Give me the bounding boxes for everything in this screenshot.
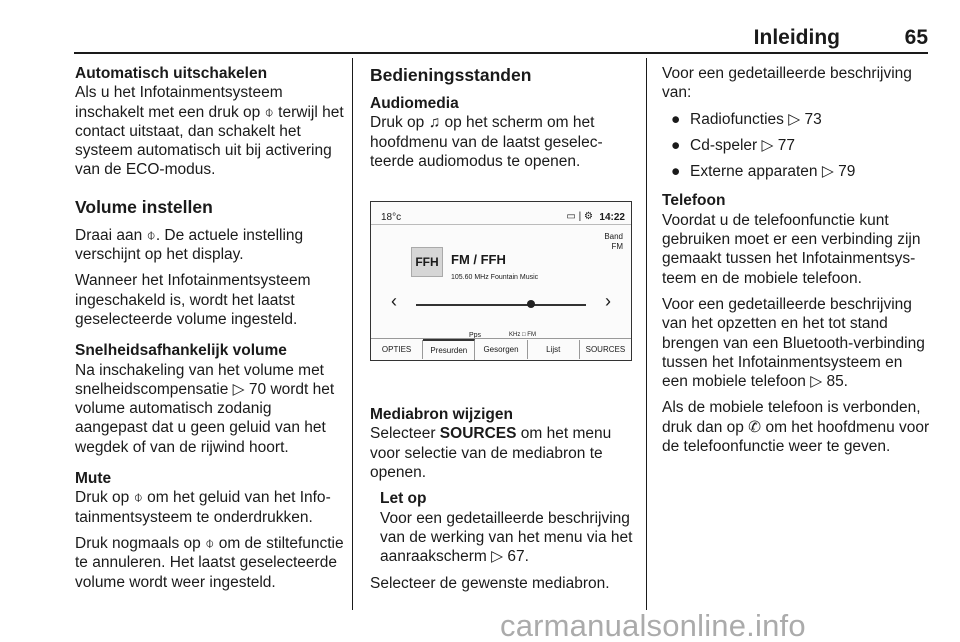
paragraph-mute-2: Druk nogmaals op ⌽ om de stiltefunctie te annuleren. Het laatst geselecteerde volume wordt weer ingesteld.: [75, 534, 344, 591]
column-middle: [370, 64, 640, 600]
list-item-text: Radiofuncties ▷ 73: [690, 110, 822, 128]
column-left: [75, 64, 347, 599]
text-fragment: om het menu voor selectie van de mediabron te openen.: [370, 425, 612, 482]
band-value: FM: [611, 242, 623, 252]
header-rule: [74, 52, 928, 54]
status-icons: ▭ | ⚙: [566, 211, 593, 223]
frequency-unit: KHz □ FM: [509, 332, 536, 339]
softkey-bar: [371, 338, 631, 360]
chevron-right-icon: ›: [605, 291, 611, 312]
band-indicator: [604, 232, 623, 252]
list-item-text: Externe apparaten ▷ 79: [690, 163, 856, 181]
frequency-label: Pps: [469, 332, 482, 340]
softkey-list: Lijst: [528, 340, 580, 359]
paragraph-mute-1: Druk op ⌽ om het geluid van het Infotainmentsysteem te onderdrukken.: [75, 489, 331, 526]
section-heading-volume: Volume instellen: [75, 196, 213, 217]
frequency-slider-track: [416, 304, 586, 306]
column-divider: [352, 58, 353, 610]
station-name: FM / FFH: [451, 252, 506, 268]
paragraph-audiomedia: Druk op ♫ op het scherm om het hoofdmenu van de laatst geselecteerde audiomodus te openen.: [370, 114, 603, 170]
list-item: [662, 136, 932, 155]
softkey-favorites: Gesorgen: [475, 340, 527, 359]
list-item: [662, 162, 932, 181]
paragraph-speed-volume: Na inschakeling van het volume met snelheidscompensatie ▷ 70 wordt het volume automatisch zodanig aangepast dat u geen geluid van het wegdek of van de rijwind hoort.: [75, 361, 335, 456]
subheading-audiomedia: Audiomedia: [370, 95, 459, 112]
paragraph-details-intro: Voor een gedetailleerde beschrijving van:: [662, 65, 912, 102]
page-number: 65: [904, 26, 928, 49]
section-heading-speed-volume: Snelheidsafhankelijk volume: [75, 342, 287, 360]
list-item: [662, 110, 932, 129]
frequency-slider-knob: [527, 300, 535, 308]
bullet-icon: ●: [671, 136, 681, 154]
text-fragment: Selecteer: [370, 425, 440, 443]
section-heading-operating-modes: Bedieningsstanden: [370, 65, 532, 85]
section-heading-auto-off: Automatisch uitschakelen: [75, 65, 268, 82]
subheading-change-source: Mediabron wijzigen: [370, 406, 513, 424]
column-divider: [646, 58, 647, 610]
temperature-readout: 18°c: [381, 212, 402, 224]
reference-list: [662, 110, 932, 182]
page-title: Inleiding: [753, 26, 840, 49]
paragraph-volume-1: Draai aan ⌽. De actuele instelling verschijnt op het display.: [75, 226, 304, 264]
section-heading-mute: Mute: [75, 470, 112, 488]
column-right: [662, 64, 932, 463]
bullet-icon: ●: [671, 110, 681, 128]
note-heading: Let op: [380, 490, 427, 508]
chevron-left-icon: ‹: [391, 291, 397, 312]
softkey-sources: SOURCES: [585, 345, 626, 355]
sources-keyword: SOURCES: [439, 425, 517, 443]
paragraph-telephone-1: Voordat u de telefoonfunctie kunt gebruiken moet er een verbinding zijn gemaakt tussen het Infotainmentsysteem en de mobiele telefoon.: [662, 211, 921, 287]
clock-readout: 14:22: [599, 212, 625, 224]
softkey-opties: OPTIES: [371, 340, 423, 359]
station-info: 105.60 MHz Fountain Music: [451, 274, 539, 282]
paragraph-auto-off: Als u het Infotainmentsysteem inschakelt met een druk op ⌽ terwijl het contact uitstaat, dan schakelt het systeem automatisch uit bij activering van de ECO-modus.: [75, 84, 344, 179]
bullet-icon: ●: [671, 163, 681, 181]
subheading-telephone: Telefoon: [662, 192, 726, 210]
softkey-presets: Presurden: [423, 339, 475, 360]
band-label: Band: [604, 232, 623, 242]
paragraph-telephone-3: Als de mobiele telefoon is verbonden, druk dan op ✆ om het hoofdmenu voor de telefoonfunctie weer te geven.: [662, 399, 930, 456]
watermark: carmanualsonline.info: [500, 608, 806, 642]
paragraph-telephone-2: Voor een gedetailleerde beschrijving van het opzetten en het tot stand brengen van een Bluetooth-verbinding tussen het Infotainmentsysteem en een mobiele telefoon ▷ 85.: [662, 295, 925, 391]
paragraph-change-source: [370, 424, 640, 482]
list-item-text: Cd-speler ▷ 77: [690, 136, 795, 154]
paragraph-volume-2: Wanneer het Infotainmentsysteem ingeschakeld is, wordt het laatst geselecteerde volume ingesteld.: [75, 272, 311, 328]
paragraph-select-source: Selecteer de gewenste mediabron.: [370, 574, 610, 592]
status-divider: [371, 224, 631, 225]
note-block: [370, 489, 640, 566]
station-logo: FFH: [411, 247, 443, 277]
note-text: Voor een gedetailleerde beschrijving van de werking van het menu via het aanraakscherm ▷ 67.: [380, 509, 633, 566]
infotainment-screen-illustration: [370, 201, 632, 361]
